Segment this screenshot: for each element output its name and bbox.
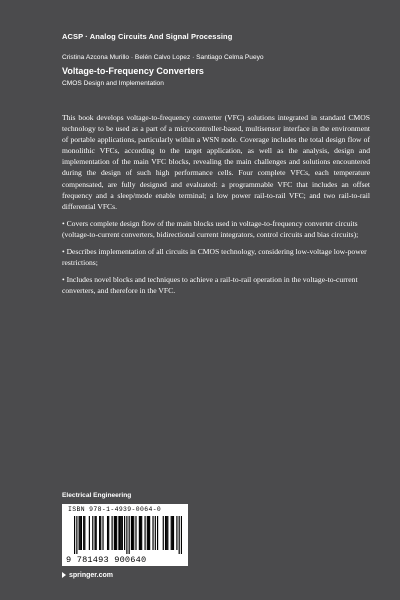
subject-category: Electrical Engineering xyxy=(62,492,132,499)
barcode-bar xyxy=(152,516,153,550)
barcode-bar xyxy=(144,516,145,550)
barcode-bar xyxy=(112,516,113,550)
barcode-bar xyxy=(166,516,167,550)
barcode-bar xyxy=(179,516,180,554)
book-subtitle: CMOS Design and Implementation xyxy=(62,80,164,87)
publisher-link[interactable] xyxy=(62,570,113,580)
bullet-icon: • xyxy=(62,247,65,257)
barcode-bar xyxy=(102,516,103,550)
barcode-bar xyxy=(96,516,97,550)
barcode-bar xyxy=(108,516,109,550)
barcode-digits: 9 781493 900640 xyxy=(66,555,147,565)
barcode-bar xyxy=(181,516,182,554)
barcode-bar xyxy=(84,516,85,550)
barcode-bar xyxy=(118,516,119,550)
barcode-bar xyxy=(139,516,140,550)
barcode-bar xyxy=(141,516,142,550)
barcode-bar xyxy=(157,516,158,550)
barcode-icon xyxy=(74,516,182,554)
barcode-bar xyxy=(172,516,173,550)
isbn-number: ISBN 978-1-4939-0064-0 xyxy=(68,506,162,513)
barcode-label xyxy=(62,504,188,566)
barcode-bar xyxy=(132,516,133,550)
feature-list xyxy=(62,218,370,297)
barcode-bar xyxy=(100,516,101,550)
barcode-bar xyxy=(81,516,82,550)
barcode-bar xyxy=(176,516,177,550)
barcode-bar xyxy=(80,516,81,550)
barcode-bar xyxy=(135,516,136,550)
barcode-bar xyxy=(115,516,116,550)
barcode-bar xyxy=(171,516,172,550)
barcode-bar xyxy=(167,516,168,550)
barcode-bar xyxy=(114,516,115,550)
bullet-icon: • xyxy=(62,218,65,228)
series-name: ACSP · Analog Circuits And Signal Processing xyxy=(62,32,233,41)
barcode-bar xyxy=(131,516,132,550)
feature-text: Includes novel blocks and techniques to achieve a rail-to-rail operation in the voltage-to-current converters, and therefore in the VFC. xyxy=(62,275,358,296)
barcode-bar xyxy=(149,516,150,550)
feature-item xyxy=(62,246,370,268)
barcode-bar xyxy=(107,516,108,550)
barcode-bar xyxy=(74,516,75,554)
description-paragraph: This book develops voltage-to-frequency converter (VFC) solutions integrated in standard CMOS technology to be used as a part of a microcontroller-based, multisensor interface in the environment of portable applications, particularly within a WSN node. Coverage includes the total design flow of monolithic VFCs, according to the target application, as well as the analysis, design and implementation of the main VFC blocks, revealing the main challenges and solutions encountered during the design of such high performance cells. Four complete VFCs, each temperature compensated, are fully designed and evaluated: a programmable VFC that includes an offset frequency and a sleep/mode enable terminal; a low power rail-to-rail VFC; and two rail-to-rail differential VFCs. xyxy=(62,113,370,211)
barcode-bar xyxy=(121,516,122,550)
barcode-bar xyxy=(133,516,134,550)
arrow-right-icon xyxy=(62,572,66,578)
barcode-bar xyxy=(148,516,149,550)
barcode-bar xyxy=(173,516,174,550)
barcode-bar xyxy=(129,516,130,554)
barcode-bar xyxy=(155,516,156,550)
barcode-bar xyxy=(147,516,148,550)
bullet-icon: • xyxy=(62,275,65,285)
barcode-bar xyxy=(92,516,93,550)
barcode-bar xyxy=(122,516,123,550)
barcode-bar xyxy=(124,516,125,550)
barcode-bar xyxy=(79,516,80,550)
feature-item xyxy=(62,274,370,296)
barcode-bar xyxy=(140,516,141,550)
book-title: Voltage-to-Frequency Converters xyxy=(62,66,204,76)
barcode-bar xyxy=(163,516,164,550)
barcode-bar xyxy=(116,516,117,550)
publisher-url[interactable]: springer.com xyxy=(69,571,113,579)
barcode-bar xyxy=(119,516,120,550)
barcode-bar xyxy=(89,516,90,550)
barcode-bar xyxy=(126,516,127,554)
feature-text: Describes implementation of all circuits in CMOS technology, considering low-voltage low-power restrictions; xyxy=(62,247,367,268)
barcode-bar xyxy=(94,516,95,550)
description xyxy=(62,112,370,302)
barcode-bar xyxy=(83,516,84,550)
barcode-bar xyxy=(165,516,166,550)
barcode-bar xyxy=(76,516,77,554)
feature-text: Covers complete design flow of the main blocks used in voltage-to-frequency converter circuits (voltage-to-current converters, bidirectional current integrators, control circuits and bias circuits); xyxy=(62,218,359,239)
authors: Cristina Azcona Murillo · Belén Calvo Lopez · Santiago Celma Pueyo xyxy=(62,54,264,61)
barcode-bar xyxy=(99,516,100,550)
feature-item xyxy=(62,218,370,240)
